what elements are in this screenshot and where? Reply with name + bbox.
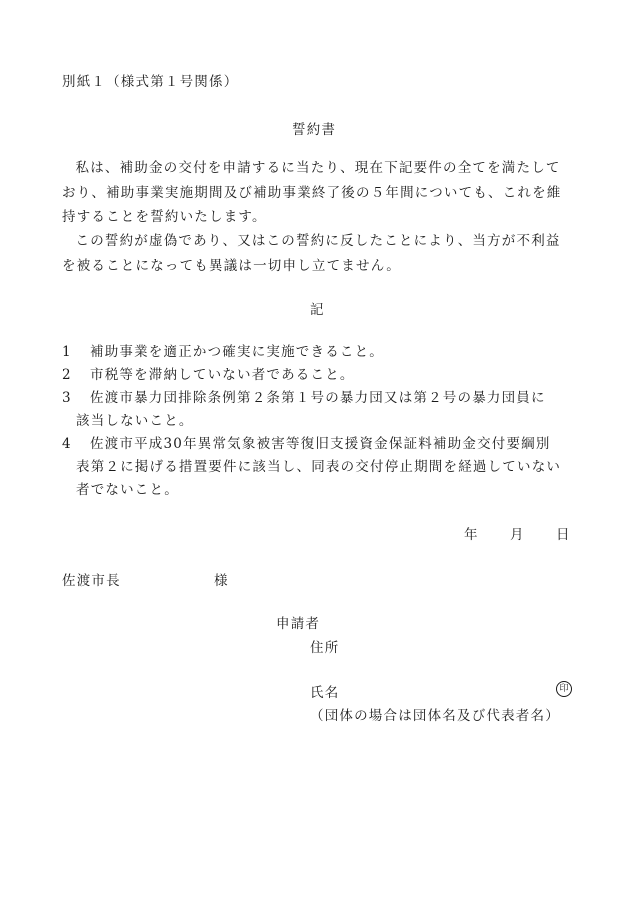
date-month-label: 月 — [510, 527, 525, 543]
requirement-text: 補助事業を適正かつ確実に実施できること。 — [90, 344, 384, 360]
body-paragraph-1: 私は、補助金の交付を申請するに当たり、現在下記要件の全てを満たしており、補助事業実施期間及び補助事業終了後の５年間についても、これを維持することを誓約いたします。 — [62, 160, 562, 225]
addressee-honorific: 様 — [214, 573, 229, 589]
date-year-label: 年 — [464, 527, 479, 543]
date-day-label: 日 — [556, 527, 571, 543]
applicant-label: 申請者 — [276, 616, 321, 632]
applicant-name-label: 氏名 — [310, 685, 340, 701]
requirement-number: 1 — [62, 344, 72, 360]
annex-label: 別紙１（様式第１号関係） — [62, 74, 239, 90]
requirement-number: 4 — [62, 436, 72, 452]
ki-heading: 記 — [310, 302, 325, 318]
requirement-text: 佐渡市平成30年異常気象被害等復旧支援資金保証料補助金交付要綱別 表第２に掲げる措置要件に該当し、同表の交付停止期間を経過していない者でないこと。 — [76, 436, 562, 498]
applicant-note: （団体の場合は団体名及び代表者名） — [310, 708, 560, 724]
body-paragraph-2: この誓約が虚偽であり、又はこの誓約に反したことにより、当方が不利益を被ることになっても異議は一切申し立てません。 — [62, 233, 561, 274]
requirement-text: 市税等を滞納していない者であること。 — [90, 367, 355, 383]
applicant-address-label: 住所 — [310, 640, 340, 656]
requirement-text: 佐渡市暴力団排除条例第２条第１号の暴力団又は第２号の暴力団員に 該当しないこと。 — [76, 390, 546, 429]
seal-icon: 印 — [556, 681, 572, 697]
requirement-number: 3 — [62, 390, 72, 406]
requirement-number: 2 — [62, 367, 72, 383]
document-title: 誓約書 — [292, 122, 337, 138]
addressee-name: 佐渡市長 — [62, 573, 121, 589]
